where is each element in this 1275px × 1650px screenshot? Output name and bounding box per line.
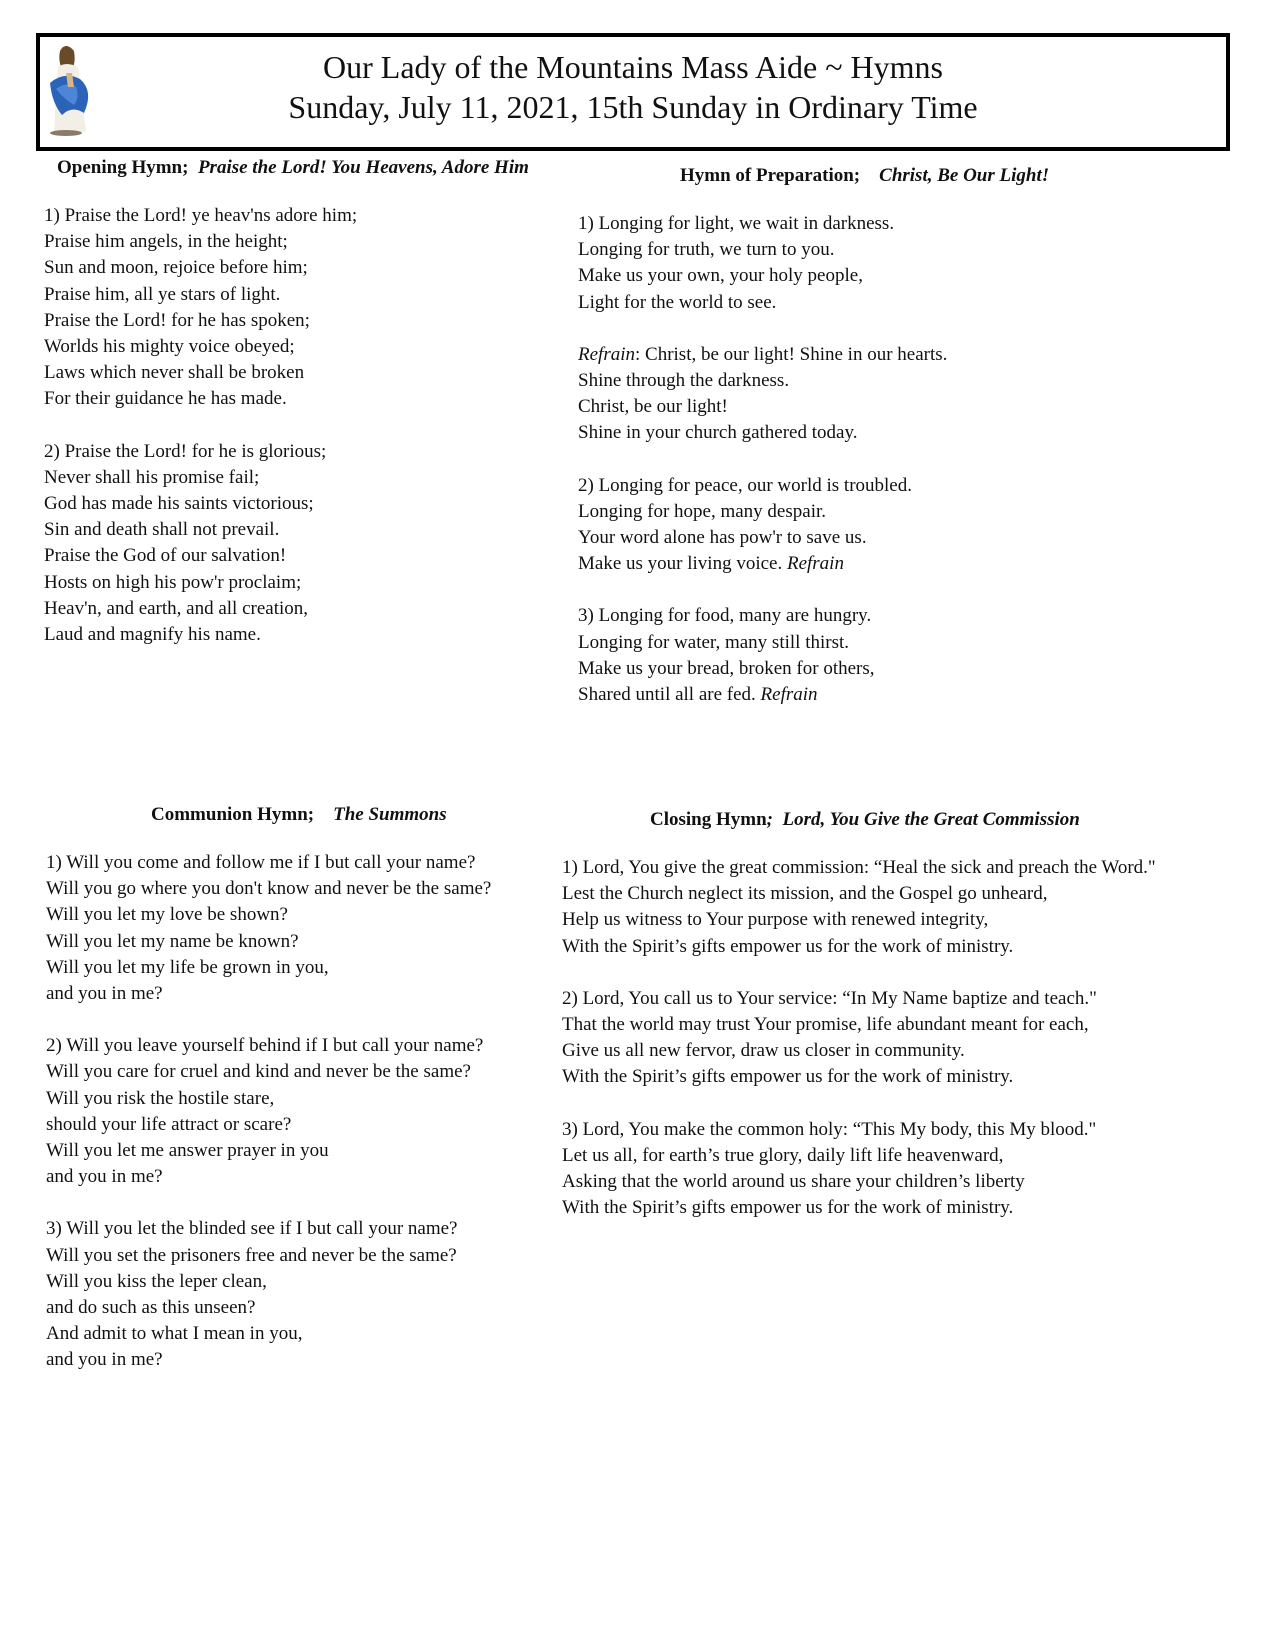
communion-hymn-label: Communion Hymn; — [151, 804, 315, 825]
lyric-line: should your life attract or scare? — [46, 1113, 292, 1135]
lyric-line: And admit to what I mean in you, — [46, 1323, 303, 1345]
communion-hymn-lyrics — [46, 850, 491, 1374]
closing-hymn-heading — [650, 809, 1080, 831]
lyric-line: 3) Will you let the blinded see if I but call your name? — [46, 1218, 458, 1240]
lyric-line: Will you let my love be shown? — [46, 904, 288, 926]
lyric-line — [578, 682, 947, 708]
refrain-label: Refrain — [786, 553, 844, 575]
communion-hymn-heading — [151, 804, 447, 826]
stanza — [578, 211, 947, 316]
refrain-label: Refrain — [578, 343, 635, 365]
lyric-line: Laud and magnify his name. — [44, 624, 261, 646]
opening-hymn-heading — [57, 157, 529, 179]
preparation-hymn-label: Hymn of Preparation; — [680, 165, 861, 186]
lyric-text: Make us your living voice. — [578, 553, 787, 575]
refrain-label: Refrain — [760, 684, 818, 706]
lyric-line: and you in me? — [46, 1166, 163, 1188]
refrain — [578, 342, 947, 447]
lyric-line: Will you let my name be known? — [46, 930, 299, 952]
lyric-text: Shared until all are fed. — [578, 684, 761, 706]
lyric-line: With the Spirit’s gifts empower us for the work of ministry. — [562, 1197, 1014, 1219]
lyric-line: Longing for hope, many despair. — [578, 500, 827, 522]
lyric-line: Your word alone has pow'r to save us. — [578, 527, 867, 549]
opening-hymn-title: Praise the Lord! You Heavens, Adore Him — [197, 157, 529, 178]
lyric-line: That the world may trust Your promise, life abundant meant for each, — [562, 1014, 1089, 1036]
lyric-line: and do such as this unseen? — [46, 1297, 256, 1319]
lyric-line: Will you risk the hostile stare, — [46, 1087, 275, 1109]
stanza — [578, 603, 947, 708]
lyric-line: 1) Will you come and follow me if I but call your name? — [46, 852, 476, 873]
closing-hymn-label: Closing Hymn — [650, 809, 767, 830]
preparation-hymn-title: Christ, Be Our Light! — [879, 165, 1050, 186]
refrain-text: : Christ, be our light! Shine in our hearts. — [635, 343, 948, 365]
lyric-line: 2) Will you leave yourself behind if I but call your name? — [46, 1035, 484, 1057]
stanza — [44, 203, 357, 413]
lyric-line: 3) Lord, You make the common holy: “This My body, this My blood." — [562, 1118, 1097, 1140]
lyric-line: With the Spirit’s gifts empower us for the work of ministry. — [562, 1066, 1014, 1088]
stanza — [46, 850, 491, 1007]
lyric-line: Will you let me answer prayer in you — [46, 1140, 329, 1162]
lyric-line: 2) Longing for peace, our world is troubled. — [578, 474, 912, 496]
bulletin-title: Our Lady of the Mountains Mass Aide ~ Hymns — [323, 49, 943, 85]
lyric-line: Sin and death shall not prevail. — [44, 519, 280, 541]
lyric-line: Sun and moon, rejoice before him; — [44, 257, 308, 279]
lyric-line: Will you let my life be grown in you, — [46, 956, 329, 978]
stanza — [46, 1216, 491, 1373]
lyric-line: Will you care for cruel and kind and never be the same? — [46, 1061, 471, 1083]
lyric-line: Let us all, for earth’s true glory, daily lift life heavenward, — [562, 1144, 1004, 1166]
lyric-line: 1) Praise the Lord! ye heav'ns adore him; — [44, 205, 358, 226]
stanza — [562, 855, 1156, 960]
lyric-line: God has made his saints victorious; — [44, 493, 314, 515]
lyric-line: and you in me? — [46, 983, 163, 1005]
preparation-hymn-lyrics — [578, 211, 947, 708]
lyric-line: 1) Longing for light, we wait in darkness. — [578, 213, 895, 234]
lyric-line: Make us your own, your holy people, — [578, 265, 863, 287]
stanza — [46, 1033, 491, 1190]
lyric-line: Will you kiss the leper clean, — [46, 1270, 267, 1292]
lyric-line: For their guidance he has made. — [44, 388, 287, 410]
opening-hymn-label: Opening Hymn; — [57, 157, 189, 178]
stanza — [578, 473, 947, 578]
lyric-line: Praise him, all ye stars of light. — [44, 283, 281, 305]
lyric-line: and you in me? — [46, 1349, 163, 1371]
lyric-line: Help us witness to Your purpose with renewed integrity, — [562, 909, 989, 931]
lyric-line: 2) Lord, You call us to Your service: “In My Name baptize and teach." — [562, 987, 1097, 1009]
lyric-line: Lest the Church neglect its mission, and the Gospel go unheard, — [562, 883, 1048, 905]
lyric-line: Christ, be our light! — [578, 396, 728, 418]
opening-hymn-lyrics — [44, 203, 357, 648]
lyric-line: Give us all new fervor, draw us closer in community. — [562, 1040, 965, 1062]
lyric-line — [578, 342, 947, 368]
lyric-line: With the Spirit’s gifts empower us for the work of ministry. — [562, 935, 1014, 957]
lyric-line: Never shall his promise fail; — [44, 466, 260, 488]
lyric-line: Light for the world to see. — [578, 291, 777, 313]
preparation-hymn-heading — [680, 165, 1049, 187]
stanza — [562, 1117, 1156, 1222]
lyric-line: Shine in your church gathered today. — [578, 422, 858, 444]
lyric-line: Hosts on high his pow'r proclaim; — [44, 571, 302, 593]
lyric-line: 3) Longing for food, many are hungry. — [578, 605, 872, 627]
lyric-line: Longing for truth, we turn to you. — [578, 239, 835, 261]
stanza — [44, 439, 357, 649]
lyric-line — [578, 551, 947, 577]
lyric-line: Longing for water, many still thirst. — [578, 631, 850, 653]
communion-hymn-title: The Summons — [333, 804, 447, 825]
header-box — [36, 33, 1230, 151]
lyric-line: Make us your bread, broken for others, — [578, 657, 875, 679]
lyric-line: Praise the Lord! for he has spoken; — [44, 309, 310, 331]
closing-hymn-lyrics — [562, 855, 1156, 1221]
lyric-line: Shine through the darkness. — [578, 370, 790, 392]
lyric-line: 1) Lord, You give the great commission: “Heal the sick and preach the Word." — [562, 857, 1156, 878]
closing-hymn-title: Lord, You Give the Great Commission — [782, 809, 1080, 830]
lyric-line: Laws which never shall be broken — [44, 362, 305, 384]
lyric-line: Will you set the prisoners free and never be the same? — [46, 1244, 457, 1266]
lyric-line: Heav'n, and earth, and all creation, — [44, 597, 309, 619]
lyric-line: Will you go where you don't know and never be the same? — [46, 878, 492, 900]
closing-hymn-separator: ; — [766, 809, 773, 830]
lyric-line: Praise him angels, in the height; — [44, 231, 288, 253]
lyric-line: Praise the God of our salvation! — [44, 545, 287, 567]
lyric-line: 2) Praise the Lord! for he is glorious; — [44, 440, 327, 462]
lyric-line: Asking that the world around us share your children’s liberty — [562, 1171, 1025, 1193]
lyric-line: Worlds his mighty voice obeyed; — [44, 336, 295, 358]
stanza — [562, 986, 1156, 1091]
bulletin-date: Sunday, July 11, 2021, 15th Sunday in Ordinary Time — [288, 89, 978, 125]
